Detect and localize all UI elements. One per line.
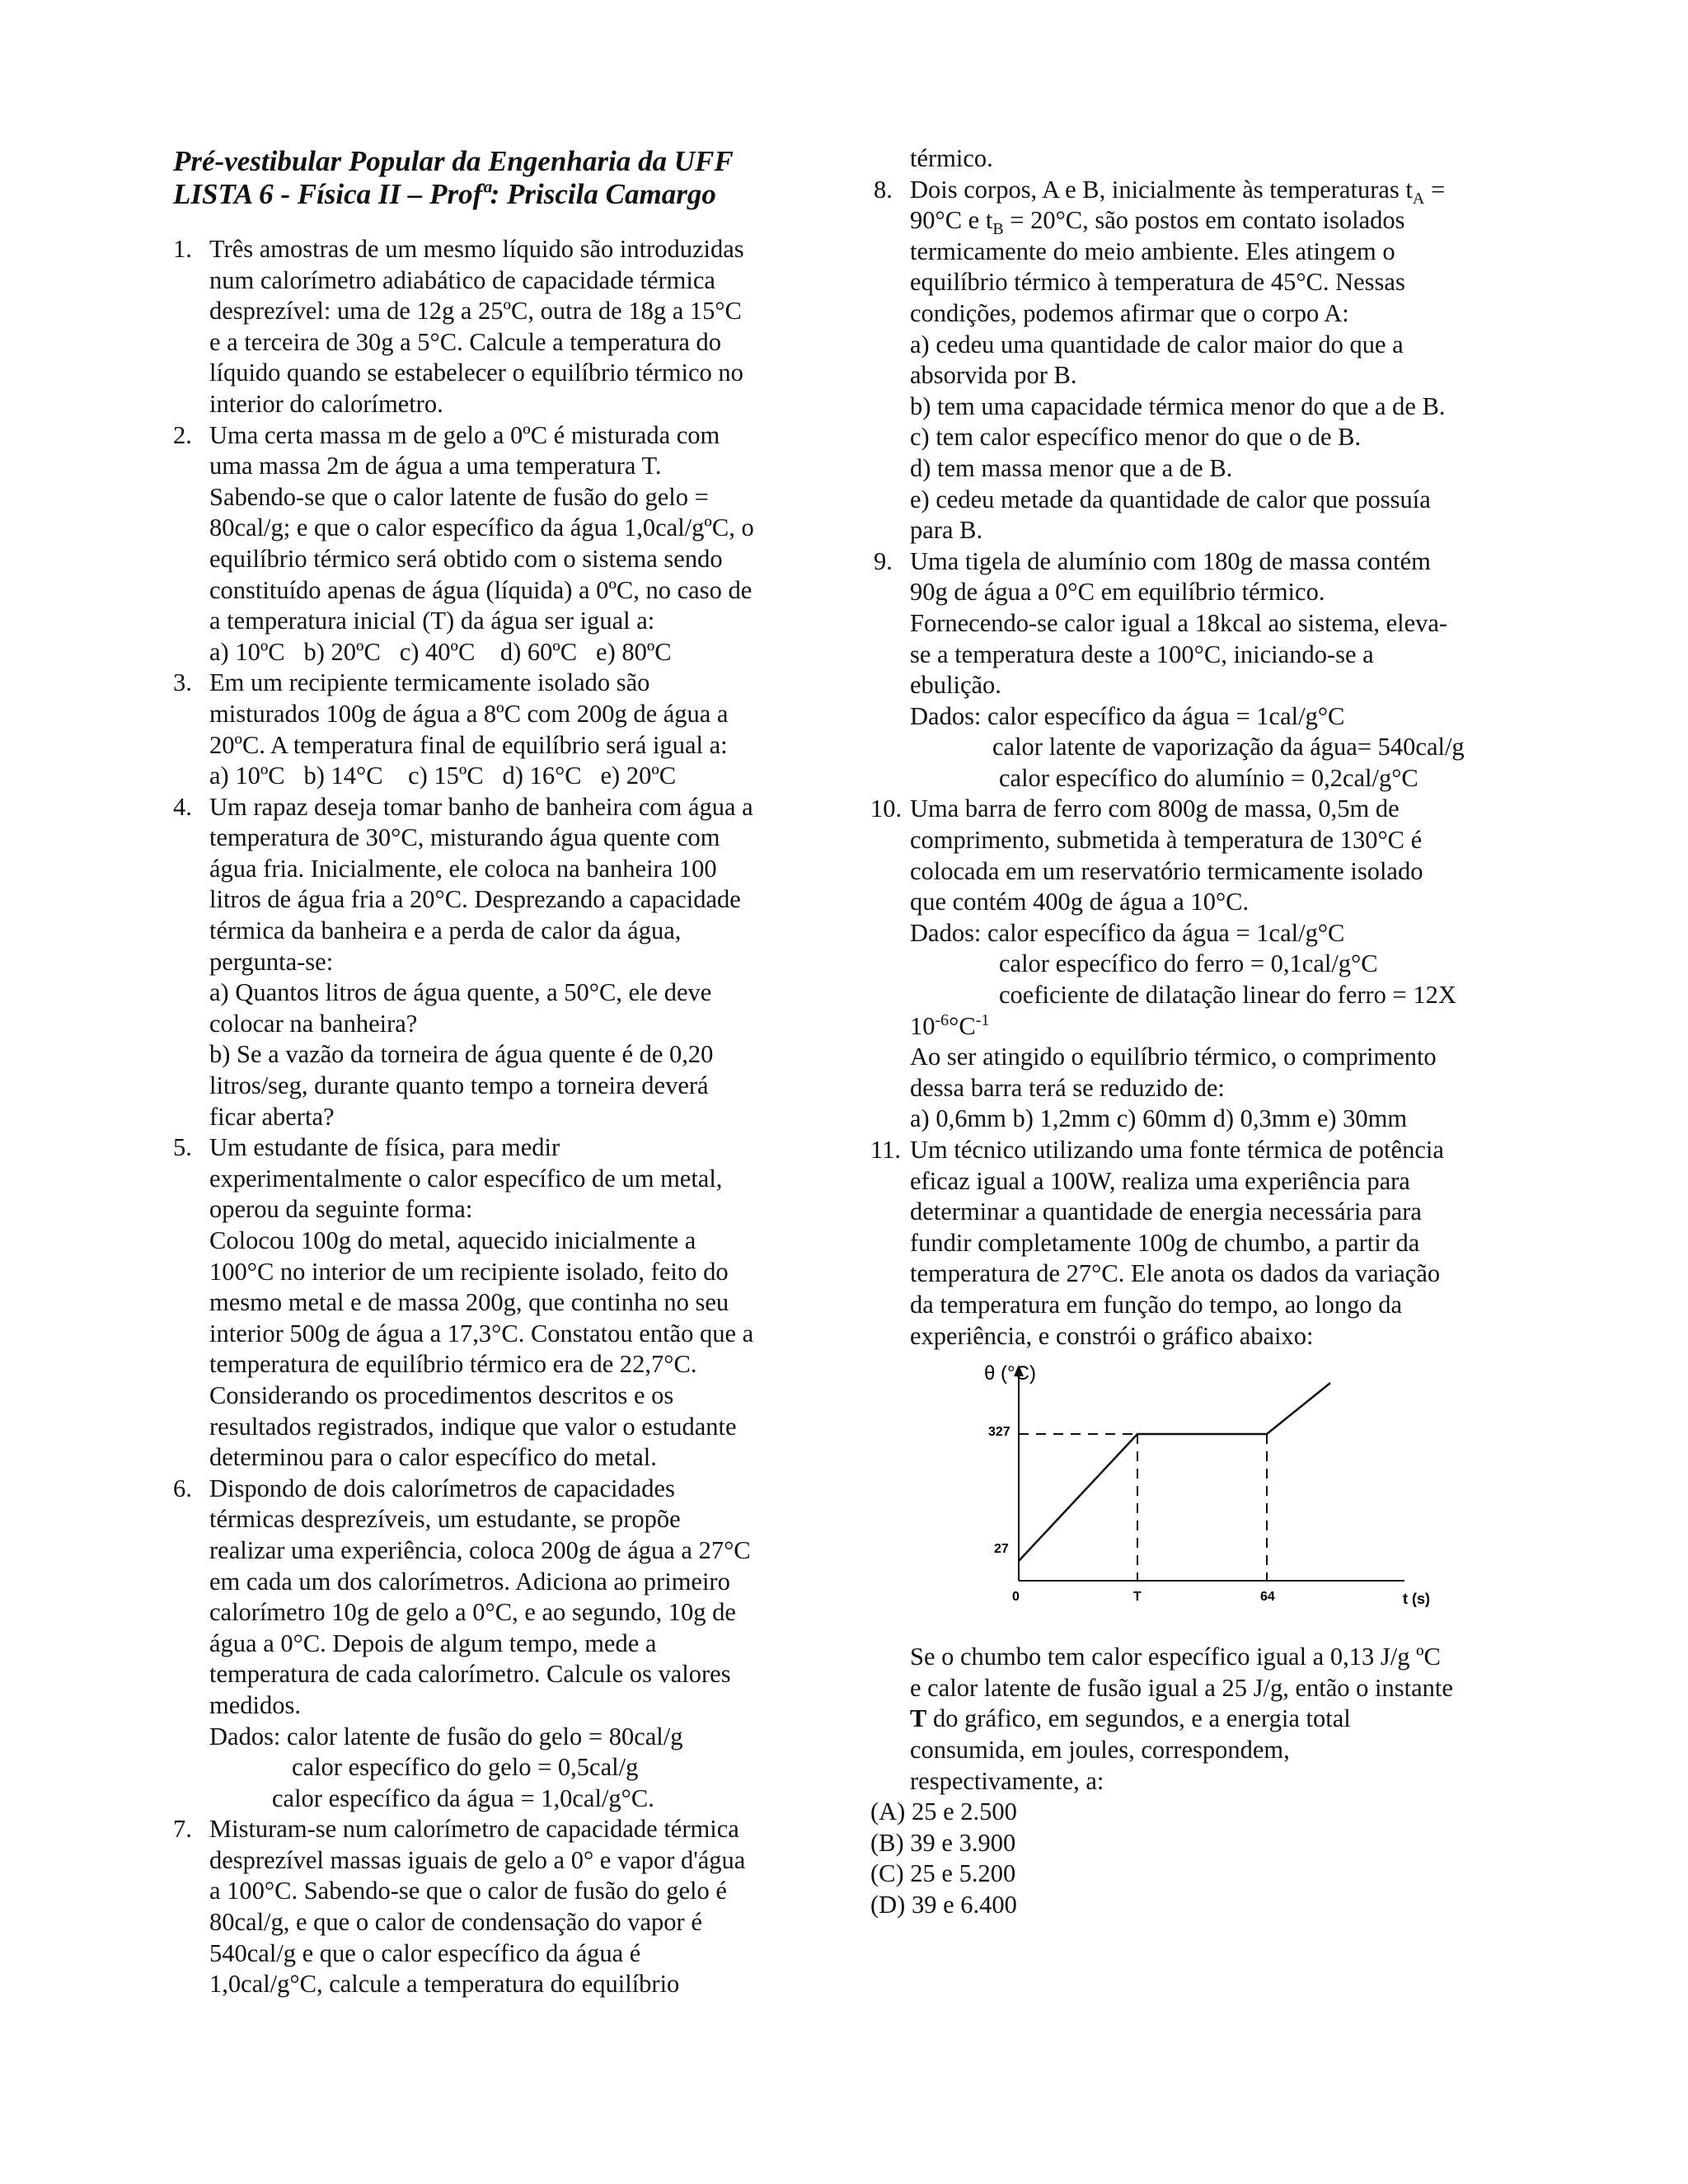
question-line: 100°C no interior de um recipiente isolado, feito do xyxy=(209,1257,729,1286)
question-line: colocar na banheira? xyxy=(209,1009,418,1038)
question-line: interior do calorímetro. xyxy=(209,389,443,418)
question-line: realizar uma experiência, coloca 200g de água a 27°C xyxy=(209,1535,751,1564)
chart-axes xyxy=(1014,1365,1404,1581)
question-line: e calor latente de fusão igual a 25 J/g, então o instante xyxy=(910,1673,1453,1702)
question-line: desprezível: uma de 12g a 25ºC, outra de 18g a 15°C xyxy=(209,297,742,326)
subscript: B xyxy=(992,220,1004,239)
question-line: que contém 400g de água a 10°C. xyxy=(910,888,1250,916)
question-number: 3. xyxy=(173,668,192,697)
question-line: comprimento, submetida à temperatura de 130°C é xyxy=(910,826,1423,855)
option-e: e) cedeu metade da quantidade de calor que possuía xyxy=(910,485,1431,513)
question-line: litros/seg, durante quanto tempo a torneira deverá xyxy=(209,1071,709,1100)
q11-options xyxy=(870,1797,1517,1920)
question-number: 5. xyxy=(173,1133,192,1162)
question-line: absorvida por B. xyxy=(910,361,1077,390)
question-line: temperatura de 27°C. Ele anota os dados da variação xyxy=(910,1259,1441,1288)
question-line: constituído apenas de água (líquida) a 0ºC, no caso de xyxy=(209,575,753,604)
temperature-time-chart xyxy=(943,1357,1454,1629)
question-line: Uma barra de ferro com 800g de massa, 0,5m de xyxy=(910,794,1400,823)
question-line: interior 500g de água a 17,3°C. Constatou então que a xyxy=(209,1319,754,1347)
question-number: 8. xyxy=(874,175,893,204)
page-header xyxy=(173,145,808,211)
text-part: = xyxy=(1424,175,1446,204)
question-line xyxy=(910,1704,1517,1735)
question-line: fundir completamente 100g de chumbo, a partir da xyxy=(910,1228,1420,1257)
y-tick-label-27: 27 xyxy=(994,1542,1009,1557)
option-A: (A) 25 e 2.500 xyxy=(870,1797,1017,1826)
question-3 xyxy=(173,668,808,791)
right-column xyxy=(870,143,1517,1921)
answer-options: a) 10ºC b) 20ºC c) 40ºC d) 60ºC e) 80ºC xyxy=(209,637,672,666)
question-line: Um estudante de física, para medir xyxy=(209,1133,560,1162)
question-11 xyxy=(870,1135,1517,1797)
data-line: Dados: calor específico da água = 1cal/g°C xyxy=(910,701,1345,730)
question-line: 80cal/g; e que o calor específico da água 1,0cal/gºC, o xyxy=(209,513,754,542)
question-line: a) Quantos litros de água quente, a 50°C, ele deve xyxy=(209,978,712,1007)
data-line: calor específico do gelo = 0,5cal/g xyxy=(292,1753,639,1782)
bold-T: T xyxy=(910,1704,927,1733)
question-number: 1. xyxy=(173,235,192,263)
y-tick-label-327: 327 xyxy=(988,1425,1010,1440)
superscript: -6 xyxy=(935,1010,950,1029)
superscript: -1 xyxy=(975,1010,990,1029)
question-line: temperatura de equilíbrio térmico era de 22,7°C. xyxy=(209,1350,697,1379)
text-part: Dois corpos, A e B, inicialmente às temperaturas t xyxy=(910,175,1413,204)
question-line: b) Se a vazão da torneira de água quente é de 0,20 xyxy=(209,1040,714,1069)
question-line: 20ºC. A temperatura final de equilíbrio será igual a: xyxy=(209,730,728,759)
question-line: equilíbrio térmico será obtido com o sistema sendo xyxy=(209,544,723,573)
question-number: 4. xyxy=(173,792,192,821)
x-axis-label: t (s) xyxy=(1403,1591,1430,1608)
question-line: ebulição. xyxy=(910,671,1001,700)
question-9 xyxy=(874,546,1517,794)
option-B: (B) 39 e 3.900 xyxy=(870,1828,1016,1857)
question-1 xyxy=(173,234,808,420)
data-line: calor específico da água = 1,0cal/g°C. xyxy=(272,1783,654,1812)
question-number: 2. xyxy=(173,420,192,449)
question-line: térmica da banheira e a perda de calor da água, xyxy=(209,916,682,945)
question-line: temperatura de cada calorímetro. Calcule os valores xyxy=(209,1660,731,1689)
question-line: experiência, e constrói o gráfico abaixo: xyxy=(910,1321,1314,1350)
x-tick-label-0: 0 xyxy=(1012,1590,1020,1605)
answer-options: a) 10ºC b) 14°C c) 15ºC d) 16°C e) 20ºC xyxy=(209,762,677,790)
question-line: da temperatura em função do tempo, ao longo da xyxy=(910,1290,1403,1319)
question-line: água a 0°C. Depois de algum tempo, mede a xyxy=(209,1629,657,1657)
question-line: condições, podemos afirmar que o corpo A: xyxy=(910,298,1349,327)
question-number: 10. xyxy=(870,794,903,823)
text-part: 10 xyxy=(910,1011,935,1040)
question-line: desprezível massas iguais de gelo a 0° e vapor d'água xyxy=(209,1845,746,1874)
header-line-1: Pré-vestibular Popular da Engenharia da UFF xyxy=(173,145,734,177)
text-part: = 20°C, são postos em contato isolados xyxy=(1003,206,1405,235)
question-line: Dispondo de dois calorímetros de capacidades xyxy=(209,1474,675,1502)
question-line: determinar a quantidade de energia necessária para xyxy=(910,1197,1422,1226)
option-D: (D) 39 e 6.400 xyxy=(870,1890,1017,1919)
question-4 xyxy=(173,792,808,1133)
question-line: se a temperatura deste a 100°C, iniciando-se a xyxy=(910,640,1374,668)
question-line: térmicas desprezíveis, um estudante, se propõe xyxy=(209,1505,681,1534)
question-line: para B. xyxy=(910,516,983,545)
question-line: ficar aberta? xyxy=(209,1102,335,1131)
question-number: 11. xyxy=(870,1136,901,1164)
question-number: 9. xyxy=(874,546,893,575)
question-line: 540cal/g e que o calor específico da água é xyxy=(209,1938,641,1967)
question-line: pergunta-se: xyxy=(209,947,334,976)
question-line: calorímetro 10g de gelo a 0°C, e ao segundo, 10g de xyxy=(209,1598,736,1627)
question-2 xyxy=(173,420,808,668)
question-line: 80cal/g, e que o calor de condensação do vapor é xyxy=(209,1908,702,1937)
question-line: Em um recipiente termicamente isolado são xyxy=(209,668,650,697)
question-line: Uma certa massa m de gelo a 0ºC é misturada com xyxy=(209,420,720,449)
data-line: calor latente de vaporização da água= 540cal/g xyxy=(992,733,1465,762)
question-7 xyxy=(173,1814,808,2000)
header-line-2: LISTA 6 - Física II – Profª: Priscila Camargo xyxy=(173,178,716,210)
question-line xyxy=(910,175,1517,206)
question-line: em cada um dos calorímetros. Adiciona ao primeiro xyxy=(209,1567,730,1596)
question-line: líquido quando se estabelecer o equilíbrio térmico no xyxy=(209,359,743,387)
question-line: Ao ser atingido o equilíbrio térmico, o comprimento xyxy=(910,1043,1437,1071)
question-line: consumida, em joules, correspondem, xyxy=(910,1735,1290,1764)
chart-series-line xyxy=(1019,1383,1330,1561)
question-line: temperatura de 30°C, misturando água quente com xyxy=(209,823,720,852)
question-line: e a terceira de 30g a 5°C. Calcule a temperatura do xyxy=(209,327,722,356)
question-line: medidos. xyxy=(209,1690,301,1719)
left-column xyxy=(173,145,808,2000)
question-line: Sabendo-se que o calor latente de fusão do gelo = xyxy=(209,482,709,511)
question-line: respectivamente, a: xyxy=(910,1766,1104,1795)
question-line: a temperatura inicial (T) da água ser igual a: xyxy=(209,607,655,635)
question-6 xyxy=(173,1474,808,1815)
question-line: eficaz igual a 100W, realiza uma experiência para xyxy=(910,1166,1410,1195)
data-line: calor específico do ferro = 0,1cal/g°C xyxy=(999,949,1378,978)
option-a: a) cedeu uma quantidade de calor maior do que a xyxy=(910,330,1404,359)
x-tick-label-64: 64 xyxy=(1260,1590,1275,1605)
chart-guides xyxy=(1019,1434,1267,1581)
question-number: 7. xyxy=(173,1815,192,1844)
question-line: Três amostras de um mesmo líquido são introduzidas xyxy=(209,235,744,263)
question-line: litros de água fria a 20°C. Desprezando a capacidade xyxy=(209,885,741,914)
option-C: (C) 25 e 5.200 xyxy=(870,1859,1016,1888)
question-line: uma massa 2m de água a uma temperatura T. xyxy=(209,452,662,480)
question-line: resultados registrados, indique que valor o estudante xyxy=(209,1412,737,1441)
answer-options: a) 0,6mm b) 1,2mm c) 60mm d) 0,3mm e) 30mm xyxy=(910,1104,1408,1133)
data-line: Dados: calor latente de fusão do gelo = 80cal/g xyxy=(209,1722,683,1750)
question-line: 90g de água a 0°C em equilíbrio térmico. xyxy=(910,578,1325,607)
option-d: d) tem massa menor que a de B. xyxy=(910,453,1233,482)
question-line: Uma tigela de alumínio com 180g de massa contém xyxy=(910,546,1431,575)
data-line: coeficiente de dilatação linear do ferro = 12X xyxy=(999,981,1456,1010)
question-line: num calorímetro adiabático de capacidade térmica xyxy=(209,265,715,294)
text-part: °C xyxy=(949,1011,976,1040)
question-line: Um rapaz deseja tomar banho de banheira com água a xyxy=(209,792,753,821)
question-line: 1,0cal/g°C, calcule a temperatura do equilíbrio xyxy=(209,1970,680,1999)
question-line: operou da seguinte forma: xyxy=(209,1195,473,1224)
question-line: termicamente do meio ambiente. Eles atingem o xyxy=(910,237,1395,265)
question-number: 6. xyxy=(173,1474,192,1502)
text-part: 90°C e t xyxy=(910,206,993,235)
data-line: Dados: calor específico da água = 1cal/g°C xyxy=(910,918,1345,947)
text-part: do gráfico, em segundos, e a energia total xyxy=(926,1704,1351,1733)
option-c: c) tem calor específico menor do que o de B. xyxy=(910,423,1362,452)
subscript: A xyxy=(1412,189,1425,208)
question-line: Fornecendo-se calor igual a 18kcal ao sistema, eleva- xyxy=(910,608,1448,637)
question-line: experimentalmente o calor específico de um metal, xyxy=(209,1164,723,1193)
question-line: equilíbrio térmico à temperatura de 45°C. Nessas xyxy=(910,268,1405,297)
question-line: Colocou 100g do metal, aquecido inicialmente a xyxy=(209,1226,696,1254)
question-line: colocada em um reservatório termicamente isolado xyxy=(910,856,1423,885)
option-b: b) tem uma capacidade térmica menor do que a de B. xyxy=(910,391,1446,420)
question-line: a 100°C. Sabendo-se que o calor de fusão do gelo é xyxy=(209,1877,727,1905)
x-tick-label-T: T xyxy=(1133,1590,1142,1605)
question-line: determinou para o calor específico do metal. xyxy=(209,1443,657,1472)
question-line: Considerando os procedimentos descritos e os xyxy=(209,1380,674,1409)
question-line xyxy=(910,205,1517,237)
question-8 xyxy=(874,175,1517,546)
exponent-line xyxy=(910,1011,1517,1043)
question-line: Se o chumbo tem calor específico igual a 0,13 J/g ºC xyxy=(910,1643,1441,1671)
question-line: térmico. xyxy=(910,144,993,172)
question-line: Misturam-se num calorímetro de capacidade térmica xyxy=(209,1815,739,1844)
question-5 xyxy=(173,1132,808,1474)
data-line: calor específico do alumínio = 0,2cal/g°C xyxy=(999,763,1418,792)
question-line: misturados 100g de água a 8ºC com 200g de água a xyxy=(209,699,729,728)
question-7-continued xyxy=(874,143,1517,175)
y-axis-label: θ (°C) xyxy=(984,1362,1036,1385)
question-line: Um técnico utilizando uma fonte térmica de potência xyxy=(910,1136,1444,1164)
question-line: dessa barra terá se reduzido de: xyxy=(910,1073,1225,1102)
question-line: água fria. Inicialmente, ele coloca na banheira 100 xyxy=(209,854,717,883)
question-10 xyxy=(870,794,1517,1135)
question-line: mesmo metal e de massa 200g, que continha no seu xyxy=(209,1288,729,1317)
